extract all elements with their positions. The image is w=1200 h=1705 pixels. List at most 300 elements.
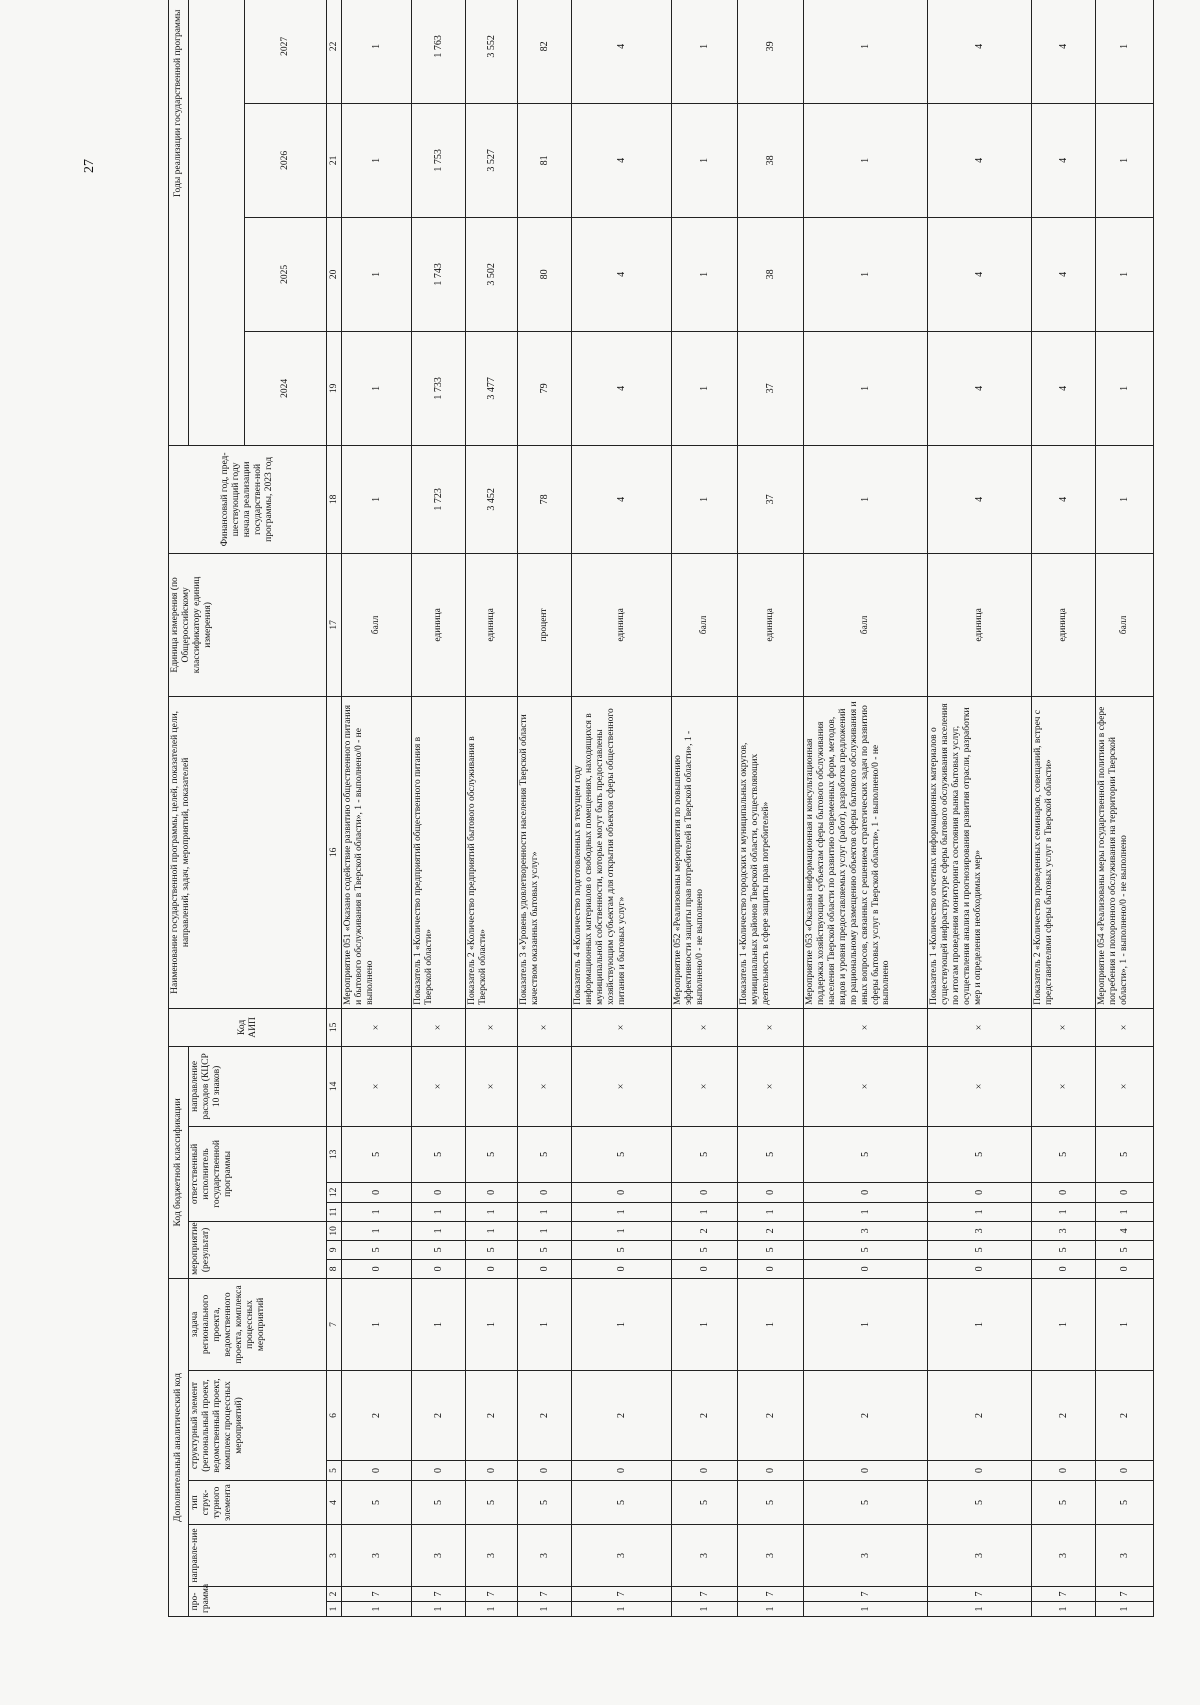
code-cell: 2 — [804, 1371, 928, 1461]
base-year-value-cell: 1 — [672, 445, 738, 553]
column-number-cell: 17 — [327, 553, 342, 696]
code-cell: 5 — [412, 1481, 466, 1525]
year-value-cell: 4 — [928, 103, 1032, 217]
code-cell: 0 — [804, 1259, 928, 1278]
col-header-year: 2026 — [245, 103, 327, 217]
column-number-cell: 18 — [327, 445, 342, 553]
code-cell: 0 — [466, 1461, 518, 1481]
year-value-cell: 37 — [738, 331, 804, 445]
column-number-cell: 8 — [327, 1259, 342, 1278]
code-cell: 5 — [672, 1240, 738, 1259]
code-cell: 2 — [928, 1371, 1032, 1461]
code-cell: 1 — [342, 1202, 412, 1221]
code-cell: 5 — [518, 1126, 572, 1182]
code-cell: 5 — [466, 1240, 518, 1259]
column-number-cell: 1 — [327, 1602, 342, 1617]
code-cell: 3 — [518, 1525, 572, 1587]
year-value-cell: 1 753 — [412, 103, 466, 217]
table-header — [169, 0, 342, 1617]
col-header-direction: направле-ние — [189, 1525, 327, 1587]
code-cell: 1 — [738, 1278, 804, 1370]
code-cell: 1 — [466, 1602, 518, 1617]
code-cell: 5 — [466, 1481, 518, 1525]
code-cell: 7 — [804, 1587, 928, 1602]
unit-cell: балл — [342, 553, 412, 696]
code-cell: 7 — [412, 1587, 466, 1602]
table-row — [1096, 0, 1154, 1617]
year-value-cell: 1 — [1096, 103, 1154, 217]
code-cell: 1 — [572, 1202, 672, 1221]
code-cell: 3 — [412, 1525, 466, 1587]
column-number-cell: 20 — [327, 217, 342, 331]
year-value-cell: 81 — [518, 103, 572, 217]
code-cell: 0 — [342, 1182, 412, 1202]
code-cell: 5 — [738, 1481, 804, 1525]
code-cell: 5 — [342, 1126, 412, 1182]
code-cell: 1 — [412, 1202, 466, 1221]
unit-cell: балл — [1096, 553, 1154, 696]
code-cell: 0 — [466, 1182, 518, 1202]
code-cell: × — [928, 1008, 1032, 1046]
code-cell: × — [572, 1046, 672, 1126]
code-cell: 2 — [466, 1371, 518, 1461]
code-cell: × — [466, 1046, 518, 1126]
code-cell: 7 — [738, 1587, 804, 1602]
year-value-cell: 4 — [1032, 331, 1096, 445]
code-cell: 3 — [928, 1221, 1032, 1240]
code-cell: 0 — [804, 1182, 928, 1202]
code-cell: 0 — [738, 1461, 804, 1481]
code-cell: × — [738, 1008, 804, 1046]
code-cell: 0 — [928, 1182, 1032, 1202]
unit-cell: единица — [572, 553, 672, 696]
group-header-analytic-code: Дополнительный аналитический код — [169, 1278, 189, 1616]
year-value-cell: 4 — [928, 0, 1032, 103]
code-cell: 2 — [738, 1371, 804, 1461]
column-number-cell: 2 — [327, 1587, 342, 1602]
table-row — [928, 0, 1032, 1617]
code-cell: 2 — [518, 1371, 572, 1461]
code-cell: 5 — [928, 1481, 1032, 1525]
code-cell: 3 — [928, 1525, 1032, 1587]
code-cell: 1 — [1096, 1278, 1154, 1370]
base-year-value-cell: 1 — [804, 445, 928, 553]
code-cell: × — [672, 1008, 738, 1046]
code-cell: 5 — [928, 1240, 1032, 1259]
col-header-year: 2025 — [245, 217, 327, 331]
code-cell: 0 — [1096, 1461, 1154, 1481]
code-cell: 1 — [1032, 1602, 1096, 1617]
year-value-cell: 4 — [572, 217, 672, 331]
column-number-cell: 19 — [327, 331, 342, 445]
code-cell: 2 — [342, 1371, 412, 1461]
base-year-value-cell: 1 723 — [412, 445, 466, 553]
col-header-program: про-грамма — [189, 1587, 327, 1617]
year-value-cell: 1 — [672, 217, 738, 331]
col-header-struct-element: структурный элемент (региональный проект, ведомственный проект, комплекс процессных мероприятий) — [189, 1371, 327, 1481]
year-value-cell: 3 552 — [466, 0, 518, 103]
code-cell: 0 — [342, 1461, 412, 1481]
year-value-cell: 80 — [518, 217, 572, 331]
code-cell: × — [466, 1008, 518, 1046]
code-cell: 1 — [672, 1602, 738, 1617]
base-year-value-cell: 1 — [1096, 445, 1154, 553]
code-cell: 5 — [672, 1481, 738, 1525]
column-number-cell: 7 — [327, 1278, 342, 1370]
year-value-cell: 4 — [928, 331, 1032, 445]
code-cell: 0 — [1032, 1461, 1096, 1481]
base-year-value-cell: 4 — [1032, 445, 1096, 553]
base-year-value-cell: 1 — [342, 445, 412, 553]
code-cell: 5 — [1096, 1481, 1154, 1525]
code-cell: 3 — [572, 1525, 672, 1587]
year-value-cell: 1 — [804, 103, 928, 217]
code-cell: 1 — [518, 1202, 572, 1221]
col-header-year: 2027 — [245, 0, 327, 103]
year-value-cell: 1 — [1096, 331, 1154, 445]
column-number-cell: 10 — [327, 1221, 342, 1240]
year-value-cell: 4 — [928, 217, 1032, 331]
code-cell: 7 — [672, 1587, 738, 1602]
year-value-cell: 1 — [672, 103, 738, 217]
table-row — [518, 0, 572, 1617]
code-cell: 1 — [738, 1602, 804, 1617]
code-cell: 1 — [1096, 1202, 1154, 1221]
code-cell: × — [1096, 1046, 1154, 1126]
code-cell: 1 — [572, 1602, 672, 1617]
code-cell: 1 — [412, 1278, 466, 1370]
unit-cell: балл — [672, 553, 738, 696]
code-cell: 1 — [342, 1602, 412, 1617]
code-cell: × — [572, 1008, 672, 1046]
year-value-cell: 3 527 — [466, 103, 518, 217]
column-number-cell: 5 — [327, 1461, 342, 1481]
col-header-name: Наименование государственной программы, целей, показателей цели, направлений, задач, мероприятий, показателей — [169, 696, 327, 1008]
code-cell: 1 — [466, 1202, 518, 1221]
table-row — [466, 0, 518, 1617]
code-cell: 0 — [342, 1259, 412, 1278]
code-cell: 5 — [466, 1126, 518, 1182]
code-cell: × — [1032, 1046, 1096, 1126]
year-value-cell: 1 — [342, 217, 412, 331]
code-cell: 7 — [572, 1587, 672, 1602]
code-cell: 0 — [518, 1182, 572, 1202]
code-cell: 3 — [466, 1525, 518, 1587]
code-cell: 5 — [1096, 1240, 1154, 1259]
year-value-cell: 38 — [738, 103, 804, 217]
group-header-budget-code: Код бюджетной классификации — [169, 1046, 189, 1278]
code-cell: × — [1096, 1008, 1154, 1046]
code-cell: 3 — [738, 1525, 804, 1587]
base-year-value-cell: 78 — [518, 445, 572, 553]
code-cell: 5 — [804, 1240, 928, 1259]
code-cell: 0 — [672, 1461, 738, 1481]
year-value-cell: 1 — [342, 103, 412, 217]
unit-cell: единица — [1032, 553, 1096, 696]
table-row — [672, 0, 738, 1617]
code-cell: 3 — [1096, 1525, 1154, 1587]
code-cell: × — [672, 1046, 738, 1126]
code-cell: 7 — [466, 1587, 518, 1602]
code-cell: × — [412, 1008, 466, 1046]
code-cell: × — [928, 1046, 1032, 1126]
col-header-event: мероприятие (результат) — [189, 1221, 327, 1278]
year-value-cell: 1 — [672, 331, 738, 445]
code-cell: 5 — [928, 1126, 1032, 1182]
code-cell: 1 — [342, 1278, 412, 1370]
column-number-cell: 14 — [327, 1046, 342, 1126]
code-cell: 5 — [518, 1481, 572, 1525]
code-cell: 0 — [804, 1461, 928, 1481]
year-value-cell: 82 — [518, 0, 572, 103]
item-name-cell: Мероприятие 051 «Оказано содействие развитию общественного питания и бытового обслуживания в Тверской области», 1 - выполнено/0 - не выполнено — [342, 696, 412, 1008]
code-cell: 0 — [738, 1182, 804, 1202]
table-row — [1032, 0, 1096, 1617]
code-cell: 0 — [1096, 1182, 1154, 1202]
item-name-cell: Показатель 1 «Количество отчетных информационных материалов о существующей инфраструктуре сферы бытового обслуживания населения по итогам проведения мониторинга состояния рынка бытовых услуг, осуществления анализа и прогнозирования развития отрасли, разработки мер и определения необходимых мер» — [928, 696, 1032, 1008]
group-header-years: Годы реализации государственной программы — [169, 0, 189, 445]
code-cell: 0 — [672, 1259, 738, 1278]
code-cell: 3 — [672, 1525, 738, 1587]
col-header-executor: ответственный исполнитель государственной программы — [189, 1126, 327, 1221]
code-cell: × — [1032, 1008, 1096, 1046]
code-cell: 0 — [518, 1461, 572, 1481]
code-cell: 1 — [412, 1602, 466, 1617]
code-cell: 5 — [342, 1240, 412, 1259]
code-cell: 0 — [928, 1461, 1032, 1481]
code-cell: 1 — [1032, 1202, 1096, 1221]
year-value-cell: 1 — [342, 0, 412, 103]
code-cell: × — [342, 1046, 412, 1126]
code-cell: 5 — [572, 1240, 672, 1259]
table-body — [342, 0, 1154, 1617]
code-cell: 1 — [804, 1602, 928, 1617]
unit-cell: балл — [804, 553, 928, 696]
program-indicators-table — [168, 0, 1154, 1617]
code-cell: × — [342, 1008, 412, 1046]
year-value-cell: 4 — [1032, 0, 1096, 103]
table-row — [572, 0, 672, 1617]
code-cell: 0 — [1032, 1182, 1096, 1202]
code-cell: 2 — [672, 1221, 738, 1240]
code-cell: 5 — [1096, 1126, 1154, 1182]
code-cell: × — [804, 1046, 928, 1126]
column-number-cell: 22 — [327, 0, 342, 103]
code-cell: 5 — [738, 1126, 804, 1182]
code-cell: 1 — [466, 1278, 518, 1370]
code-cell: 1 — [342, 1221, 412, 1240]
year-value-cell: 1 743 — [412, 217, 466, 331]
item-name-cell: Показатель 1 «Количество городских и муниципальных округов, муниципальных районов Тверской области, осуществляющих деятельность в сфере защиты прав потребителей» — [738, 696, 804, 1008]
years-spacer — [189, 0, 245, 445]
code-cell: 5 — [518, 1240, 572, 1259]
column-number-cell: 16 — [327, 696, 342, 1008]
column-number-row — [327, 0, 342, 1617]
col-header-base-year: Финансовый год, пред-шествующий году начала реализации государствен-ной программы, 2023 год — [169, 445, 327, 553]
code-cell: 1 — [672, 1278, 738, 1370]
code-cell: 5 — [804, 1126, 928, 1182]
col-header-struct-type: тип струк-турного элемента — [189, 1481, 327, 1525]
code-cell: 1 — [928, 1202, 1032, 1221]
base-year-value-cell: 37 — [738, 445, 804, 553]
code-cell: 3 — [1032, 1525, 1096, 1587]
code-cell: 1 — [412, 1221, 466, 1240]
item-name-cell: Показатель 2 «Количество проведенных семинаров, совещаний, встреч с представителями сферы бытовых услуг в Тверской области» — [1032, 696, 1096, 1008]
col-header-expense-direction: направление расходов (КЦСР 10 знаков) — [189, 1046, 327, 1126]
year-value-cell: 3 502 — [466, 217, 518, 331]
year-value-cell: 39 — [738, 0, 804, 103]
col-header-year: 2024 — [245, 331, 327, 445]
code-cell: 3 — [804, 1221, 928, 1240]
code-cell: × — [412, 1046, 466, 1126]
code-cell: 7 — [928, 1587, 1032, 1602]
code-cell: 7 — [1032, 1587, 1096, 1602]
code-cell: 0 — [1032, 1259, 1096, 1278]
code-cell: 0 — [466, 1259, 518, 1278]
code-cell: 1 — [466, 1221, 518, 1240]
column-number-cell: 9 — [327, 1240, 342, 1259]
code-cell: 0 — [412, 1461, 466, 1481]
code-cell: 3 — [804, 1525, 928, 1587]
column-number-cell: 6 — [327, 1371, 342, 1461]
item-name-cell: Показатель 2 «Количество предприятий бытового обслуживания в Тверской области» — [466, 696, 518, 1008]
year-value-cell: 4 — [572, 103, 672, 217]
code-cell: 5 — [1032, 1126, 1096, 1182]
unit-cell: единица — [466, 553, 518, 696]
column-number-cell: 11 — [327, 1202, 342, 1221]
year-value-cell: 4 — [1032, 103, 1096, 217]
code-cell: 1 — [928, 1278, 1032, 1370]
col-header-aip: Код АИП — [169, 1008, 327, 1046]
item-name-cell: Показатель 3 «Уровень удовлетворенности населения Тверской области качеством оказанных бытовых услуг» — [518, 696, 572, 1008]
column-number-cell: 13 — [327, 1126, 342, 1182]
code-cell: × — [804, 1008, 928, 1046]
year-value-cell: 38 — [738, 217, 804, 331]
year-value-cell: 1 — [804, 217, 928, 331]
table-row — [342, 0, 412, 1617]
year-value-cell: 4 — [1032, 217, 1096, 331]
table-row — [738, 0, 804, 1617]
item-name-cell: Показатель 4 «Количество подготовленных в текущем году информационных материалов о свободных помещениях, находящихся в муниципальной собственности, которые могут быть предоставлены хозяйствующим субъектам для открытия объектов сферы общественного питания и бытовых услуг» — [572, 696, 672, 1008]
code-cell: 7 — [1096, 1587, 1154, 1602]
year-value-cell: 1 — [1096, 0, 1154, 103]
year-value-cell: 1 — [804, 0, 928, 103]
column-number-cell: 12 — [327, 1182, 342, 1202]
code-cell: 5 — [804, 1481, 928, 1525]
code-cell: 7 — [518, 1587, 572, 1602]
year-value-cell: 1 733 — [412, 331, 466, 445]
unit-cell: единица — [928, 553, 1032, 696]
code-cell: 3 — [342, 1525, 412, 1587]
year-value-cell: 3 477 — [466, 331, 518, 445]
column-number-cell: 21 — [327, 103, 342, 217]
code-cell: 0 — [672, 1182, 738, 1202]
item-name-cell: Показатель 1 «Количество предприятий общественного питания в Тверской области» — [412, 696, 466, 1008]
year-value-cell: 1 — [804, 331, 928, 445]
code-cell: 5 — [672, 1126, 738, 1182]
table-row — [804, 0, 928, 1617]
code-cell: 0 — [412, 1182, 466, 1202]
year-value-cell: 4 — [572, 0, 672, 103]
code-cell: 5 — [572, 1481, 672, 1525]
code-cell: × — [518, 1046, 572, 1126]
code-cell: 1 — [804, 1278, 928, 1370]
code-cell: 1 — [804, 1202, 928, 1221]
column-number-cell: 3 — [327, 1525, 342, 1587]
code-cell: 0 — [518, 1259, 572, 1278]
unit-cell: единица — [412, 553, 466, 696]
code-cell: 5 — [412, 1126, 466, 1182]
code-cell: 1 — [518, 1602, 572, 1617]
year-value-cell: 1 — [672, 0, 738, 103]
column-number-cell: 4 — [327, 1481, 342, 1525]
code-cell: 1 — [928, 1602, 1032, 1617]
code-cell: 0 — [572, 1259, 672, 1278]
code-cell: 1 — [572, 1278, 672, 1370]
code-cell: 0 — [928, 1259, 1032, 1278]
column-number-cell: 15 — [327, 1008, 342, 1046]
code-cell: 0 — [1096, 1259, 1154, 1278]
code-cell: 5 — [572, 1126, 672, 1182]
unit-cell: процент — [518, 553, 572, 696]
item-name-cell: Мероприятие 053 «Оказана информационная и консультационная поддержка хозяйствующим субъектам сферы бытового обслуживания населения Тверской области по развитию современных форм, методов, видов и уровня предоставляемых услуг (работ), разработка предложений по рациональному размещению объектов сферы бытового обслуживания и иных вопросов, связанных с решением стратегических задач по развитию сферы бытовых услуг в Тверской области», 1 - выполнено/0 - не выполнено — [804, 696, 928, 1008]
code-cell: 5 — [412, 1240, 466, 1259]
code-cell: 5 — [738, 1240, 804, 1259]
code-cell: 2 — [672, 1371, 738, 1461]
base-year-value-cell: 4 — [928, 445, 1032, 553]
year-value-cell: 1 — [342, 331, 412, 445]
year-value-cell: 1 — [1096, 217, 1154, 331]
code-cell: 0 — [412, 1259, 466, 1278]
year-value-cell: 4 — [572, 331, 672, 445]
code-cell: 1 — [1096, 1602, 1154, 1617]
code-cell: 5 — [1032, 1481, 1096, 1525]
col-header-unit: Единица измерения (по Общероссийскому классификатору единиц измерения) — [169, 553, 327, 696]
code-cell: 4 — [1096, 1221, 1154, 1240]
code-cell: 1 — [572, 1221, 672, 1240]
code-cell: 2 — [572, 1371, 672, 1461]
base-year-value-cell: 3 452 — [466, 445, 518, 553]
code-cell: × — [518, 1008, 572, 1046]
base-year-value-cell: 4 — [572, 445, 672, 553]
code-cell: 1 — [1032, 1278, 1096, 1370]
code-cell: 1 — [518, 1221, 572, 1240]
table-row — [412, 0, 466, 1617]
code-cell: 1 — [672, 1202, 738, 1221]
code-cell: × — [738, 1046, 804, 1126]
code-cell: 0 — [738, 1259, 804, 1278]
code-cell: 2 — [1096, 1371, 1154, 1461]
code-cell: 1 — [518, 1278, 572, 1370]
code-cell: 0 — [572, 1461, 672, 1481]
code-cell: 0 — [572, 1182, 672, 1202]
page-number: 27 — [82, 159, 97, 173]
code-cell: 5 — [342, 1481, 412, 1525]
code-cell: 2 — [738, 1221, 804, 1240]
year-value-cell: 1 763 — [412, 0, 466, 103]
col-header-task: задача регионального проекта, ведомственного проекта, комплекса процессных мероприятий — [189, 1278, 327, 1370]
unit-cell: единица — [738, 553, 804, 696]
year-value-cell: 79 — [518, 331, 572, 445]
code-cell: 2 — [1032, 1371, 1096, 1461]
code-cell: 2 — [412, 1371, 466, 1461]
code-cell: 1 — [738, 1202, 804, 1221]
item-name-cell: Мероприятие 054 «Реализованы меры государственной политики в сфере погребения и похоронного обслуживания на территории Тверской области», 1 - выполнено/0 - не выполнено — [1096, 696, 1154, 1008]
code-cell: 5 — [1032, 1240, 1096, 1259]
code-cell: 7 — [342, 1587, 412, 1602]
item-name-cell: Мероприятие 052 «Реализованы мероприятия по повышению эффективности защиты прав потребителей в Тверской области», 1 - выполнено/0 - не выполнено — [672, 696, 738, 1008]
code-cell: 3 — [1032, 1221, 1096, 1240]
